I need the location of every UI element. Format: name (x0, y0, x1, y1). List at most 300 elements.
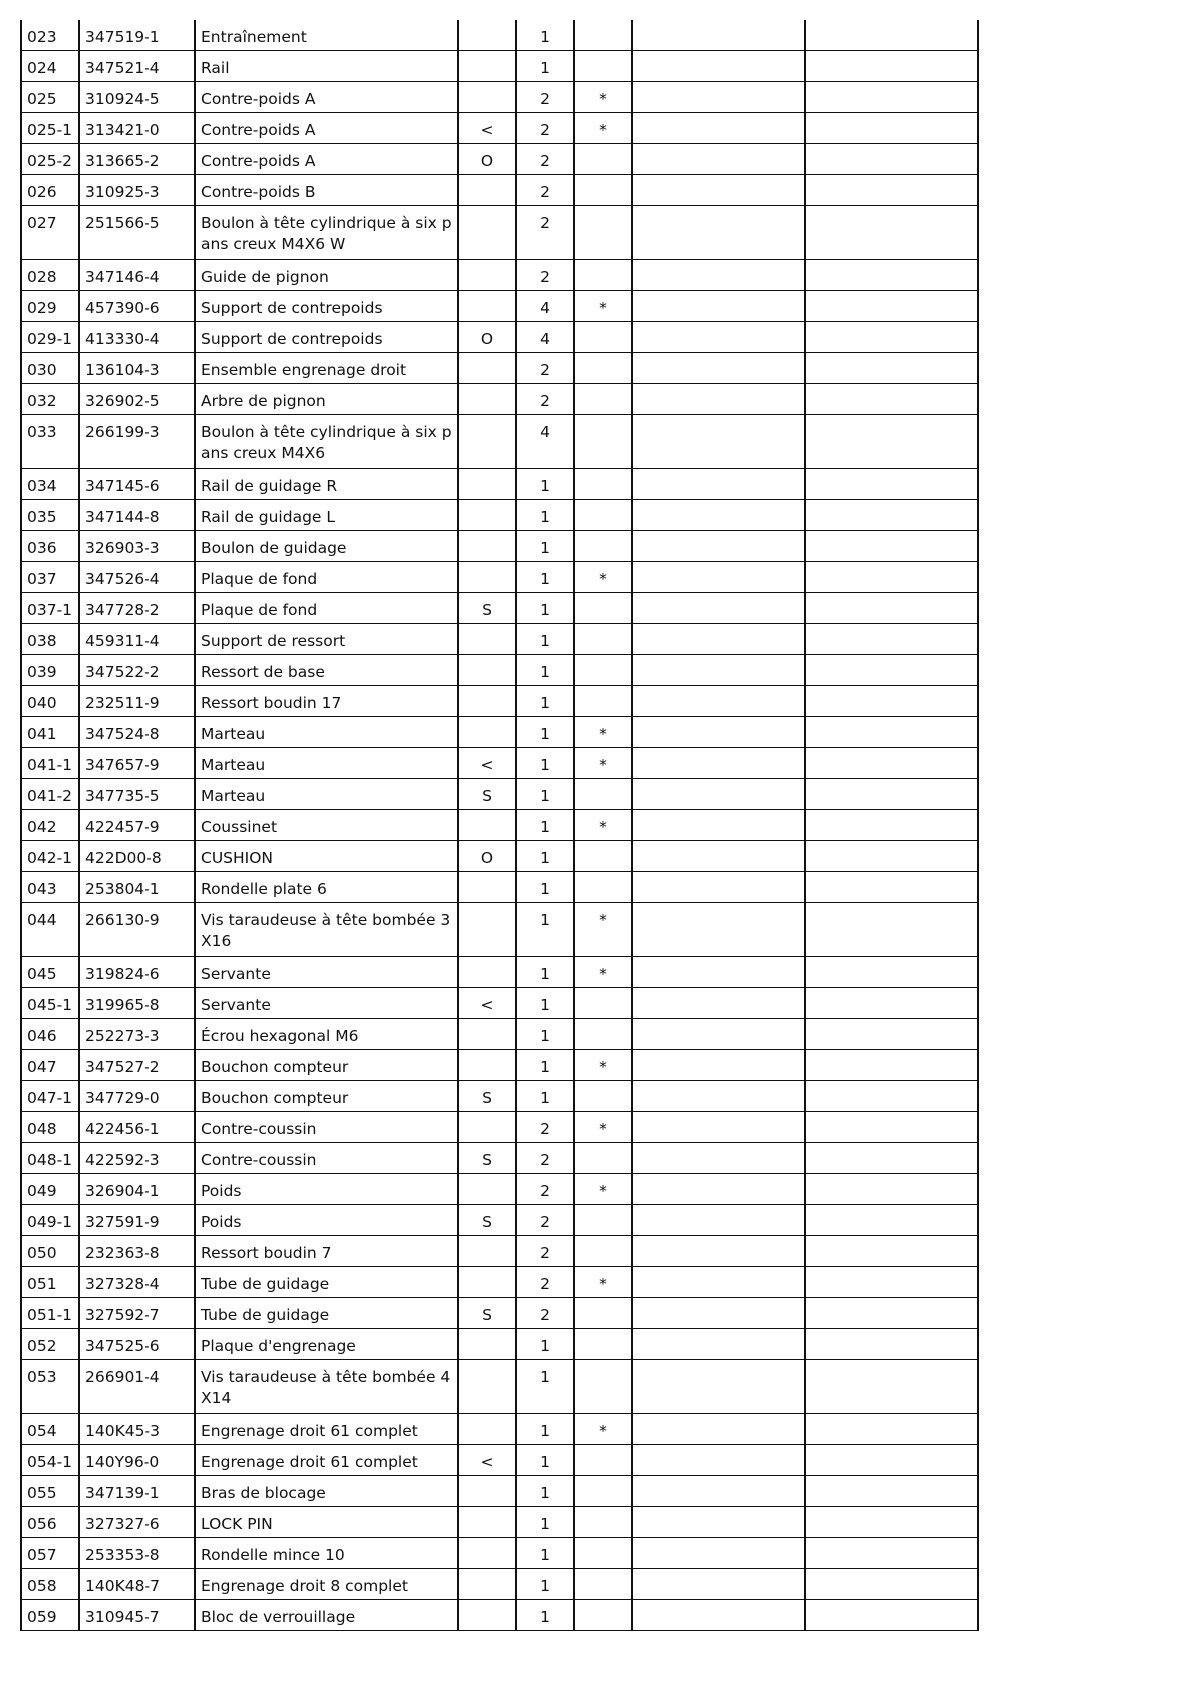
item-number-cell: 033 (21, 415, 79, 469)
table-row (21, 500, 978, 531)
item-number-cell: 040 (21, 686, 79, 717)
variant-mark-cell (458, 1476, 516, 1507)
description-cell: Support de contrepoids (195, 291, 458, 322)
quantity-cell: 1 (516, 717, 574, 748)
part-number-cell: 232363-8 (79, 1236, 195, 1267)
variant-mark-cell (458, 810, 516, 841)
blank-cell (805, 1174, 978, 1205)
variant-mark-cell (458, 1174, 516, 1205)
description-cell: Support de ressort (195, 624, 458, 655)
blank-cell (805, 1445, 978, 1476)
table-row (21, 82, 978, 113)
blank-cell (632, 1538, 805, 1569)
blank-cell (632, 841, 805, 872)
table-row (21, 1267, 978, 1298)
part-number-cell: 347525-6 (79, 1329, 195, 1360)
variant-mark-cell (458, 957, 516, 988)
part-number-cell: 253804-1 (79, 872, 195, 903)
variant-mark-cell (458, 1236, 516, 1267)
quantity-cell: 1 (516, 957, 574, 988)
quantity-cell: 4 (516, 415, 574, 469)
item-number-cell: 049-1 (21, 1205, 79, 1236)
table-row (21, 20, 978, 51)
blank-cell (805, 1050, 978, 1081)
table-row (21, 175, 978, 206)
blank-cell (805, 260, 978, 291)
blank-cell (805, 500, 978, 531)
table-row (21, 810, 978, 841)
star-flag-cell (574, 20, 632, 51)
table-row (21, 1414, 978, 1445)
star-flag-cell (574, 469, 632, 500)
blank-cell (805, 144, 978, 175)
item-number-cell: 025 (21, 82, 79, 113)
table-row (21, 903, 978, 957)
blank-cell (805, 1081, 978, 1112)
variant-mark-cell: S (458, 1298, 516, 1329)
variant-mark-cell (458, 1112, 516, 1143)
description-cell: Contre-coussin (195, 1112, 458, 1143)
variant-mark-cell (458, 1569, 516, 1600)
blank-cell (805, 113, 978, 144)
table-row (21, 531, 978, 562)
part-number-cell: 347521-4 (79, 51, 195, 82)
quantity-cell: 1 (516, 500, 574, 531)
quantity-cell: 2 (516, 1267, 574, 1298)
star-flag-cell: * (574, 1050, 632, 1081)
part-number-cell: 327327-6 (79, 1507, 195, 1538)
table-row (21, 415, 978, 469)
quantity-cell: 2 (516, 144, 574, 175)
parts-list-table (20, 20, 979, 1631)
quantity-cell: 1 (516, 593, 574, 624)
blank-cell (632, 1112, 805, 1143)
table-row (21, 206, 978, 260)
variant-mark-cell (458, 531, 516, 562)
blank-cell (632, 291, 805, 322)
blank-cell (632, 415, 805, 469)
part-number-cell: 459311-4 (79, 624, 195, 655)
blank-cell (805, 469, 978, 500)
star-flag-cell: * (574, 903, 632, 957)
quantity-cell: 1 (516, 1050, 574, 1081)
description-cell: Plaque d'engrenage (195, 1329, 458, 1360)
table-row (21, 113, 978, 144)
item-number-cell: 041 (21, 717, 79, 748)
table-row (21, 717, 978, 748)
star-flag-cell (574, 1205, 632, 1236)
blank-cell (632, 206, 805, 260)
description-cell: Servante (195, 957, 458, 988)
description-cell: CUSHION (195, 841, 458, 872)
item-number-cell: 041-1 (21, 748, 79, 779)
part-number-cell: 327328-4 (79, 1267, 195, 1298)
part-number-cell: 140K48-7 (79, 1569, 195, 1600)
part-number-cell: 319824-6 (79, 957, 195, 988)
part-number-cell: 266199-3 (79, 415, 195, 469)
blank-cell (632, 353, 805, 384)
description-cell: Rondelle plate 6 (195, 872, 458, 903)
description-cell: Tube de guidage (195, 1267, 458, 1298)
item-number-cell: 050 (21, 1236, 79, 1267)
item-number-cell: 028 (21, 260, 79, 291)
variant-mark-cell (458, 260, 516, 291)
item-number-cell: 058 (21, 1569, 79, 1600)
item-number-cell: 048-1 (21, 1143, 79, 1174)
quantity-cell: 2 (516, 206, 574, 260)
star-flag-cell (574, 384, 632, 415)
table-row (21, 260, 978, 291)
description-cell: Ressort boudin 7 (195, 1236, 458, 1267)
variant-mark-cell: S (458, 1143, 516, 1174)
blank-cell (805, 1236, 978, 1267)
blank-cell (632, 260, 805, 291)
quantity-cell: 2 (516, 82, 574, 113)
item-number-cell: 034 (21, 469, 79, 500)
description-cell: Poids (195, 1205, 458, 1236)
description-cell: Contre-coussin (195, 1143, 458, 1174)
table-row (21, 1538, 978, 1569)
blank-cell (632, 1507, 805, 1538)
part-number-cell: 347522-2 (79, 655, 195, 686)
star-flag-cell: * (574, 1414, 632, 1445)
star-flag-cell (574, 1538, 632, 1569)
blank-cell (632, 175, 805, 206)
blank-cell (805, 1329, 978, 1360)
table-row (21, 988, 978, 1019)
description-cell: Ensemble engrenage droit (195, 353, 458, 384)
item-number-cell: 054 (21, 1414, 79, 1445)
blank-cell (632, 322, 805, 353)
quantity-cell: 2 (516, 353, 574, 384)
item-number-cell: 049 (21, 1174, 79, 1205)
blank-cell (632, 686, 805, 717)
part-number-cell: 347657-9 (79, 748, 195, 779)
item-number-cell: 037 (21, 562, 79, 593)
quantity-cell: 2 (516, 260, 574, 291)
item-number-cell: 059 (21, 1600, 79, 1631)
star-flag-cell (574, 841, 632, 872)
star-flag-cell (574, 593, 632, 624)
variant-mark-cell: O (458, 322, 516, 353)
quantity-cell: 1 (516, 1445, 574, 1476)
quantity-cell: 2 (516, 1298, 574, 1329)
description-cell: Ressort boudin 17 (195, 686, 458, 717)
part-number-cell: 310945-7 (79, 1600, 195, 1631)
blank-cell (632, 1414, 805, 1445)
quantity-cell: 1 (516, 1019, 574, 1050)
blank-cell (805, 1267, 978, 1298)
part-number-cell: 313421-0 (79, 113, 195, 144)
blank-cell (805, 1143, 978, 1174)
star-flag-cell (574, 415, 632, 469)
star-flag-cell: * (574, 113, 632, 144)
star-flag-cell (574, 686, 632, 717)
blank-cell (632, 1445, 805, 1476)
part-number-cell: 422457-9 (79, 810, 195, 841)
item-number-cell: 027 (21, 206, 79, 260)
blank-cell (632, 20, 805, 51)
variant-mark-cell (458, 1019, 516, 1050)
star-flag-cell (574, 655, 632, 686)
blank-cell (632, 1298, 805, 1329)
description-cell: Marteau (195, 717, 458, 748)
quantity-cell: 1 (516, 810, 574, 841)
blank-cell (805, 562, 978, 593)
blank-cell (632, 624, 805, 655)
variant-mark-cell: < (458, 988, 516, 1019)
table-row (21, 1205, 978, 1236)
blank-cell (632, 1236, 805, 1267)
description-cell: Rail (195, 51, 458, 82)
part-number-cell: 326904-1 (79, 1174, 195, 1205)
item-number-cell: 052 (21, 1329, 79, 1360)
blank-cell (632, 384, 805, 415)
table-row (21, 1112, 978, 1143)
part-number-cell: 347728-2 (79, 593, 195, 624)
blank-cell (632, 113, 805, 144)
blank-cell (805, 655, 978, 686)
item-number-cell: 037-1 (21, 593, 79, 624)
variant-mark-cell (458, 1414, 516, 1445)
description-cell: Coussinet (195, 810, 458, 841)
variant-mark-cell (458, 51, 516, 82)
star-flag-cell (574, 500, 632, 531)
variant-mark-cell (458, 1329, 516, 1360)
table-row (21, 1445, 978, 1476)
quantity-cell: 2 (516, 1143, 574, 1174)
star-flag-cell (574, 1600, 632, 1631)
blank-cell (632, 144, 805, 175)
description-cell: Bouchon compteur (195, 1050, 458, 1081)
star-flag-cell (574, 206, 632, 260)
item-number-cell: 039 (21, 655, 79, 686)
star-flag-cell (574, 353, 632, 384)
quantity-cell: 2 (516, 384, 574, 415)
variant-mark-cell (458, 903, 516, 957)
blank-cell (632, 51, 805, 82)
part-number-cell: 413330-4 (79, 322, 195, 353)
star-flag-cell: * (574, 717, 632, 748)
blank-cell (632, 988, 805, 1019)
star-flag-cell (574, 779, 632, 810)
table-row (21, 748, 978, 779)
part-number-cell: 347146-4 (79, 260, 195, 291)
part-number-cell: 347145-6 (79, 469, 195, 500)
variant-mark-cell: < (458, 748, 516, 779)
variant-mark-cell: S (458, 1081, 516, 1112)
part-number-cell: 327592-7 (79, 1298, 195, 1329)
blank-cell (805, 593, 978, 624)
star-flag-cell: * (574, 957, 632, 988)
blank-cell (632, 1600, 805, 1631)
part-number-cell: 251566-5 (79, 206, 195, 260)
part-number-cell: 347729-0 (79, 1081, 195, 1112)
item-number-cell: 026 (21, 175, 79, 206)
blank-cell (805, 686, 978, 717)
part-number-cell: 347519-1 (79, 20, 195, 51)
quantity-cell: 1 (516, 1329, 574, 1360)
variant-mark-cell (458, 384, 516, 415)
quantity-cell: 2 (516, 1205, 574, 1236)
variant-mark-cell (458, 686, 516, 717)
variant-mark-cell: S (458, 1205, 516, 1236)
description-cell: Tube de guidage (195, 1298, 458, 1329)
star-flag-cell (574, 1081, 632, 1112)
blank-cell (805, 322, 978, 353)
part-number-cell: 140Y96-0 (79, 1445, 195, 1476)
part-number-cell: 422592-3 (79, 1143, 195, 1174)
blank-cell (632, 903, 805, 957)
variant-mark-cell (458, 500, 516, 531)
part-number-cell: 347144-8 (79, 500, 195, 531)
table-row (21, 1174, 978, 1205)
star-flag-cell (574, 1143, 632, 1174)
blank-cell (805, 717, 978, 748)
star-flag-cell (574, 1507, 632, 1538)
description-cell: Rondelle mince 10 (195, 1538, 458, 1569)
blank-cell (805, 988, 978, 1019)
table-row (21, 779, 978, 810)
star-flag-cell: * (574, 291, 632, 322)
table-row (21, 593, 978, 624)
quantity-cell: 1 (516, 903, 574, 957)
description-cell: Boulon à tête cylindrique à six pans creux M4X6 W (195, 206, 458, 260)
blank-cell (632, 82, 805, 113)
blank-cell (805, 175, 978, 206)
quantity-cell: 1 (516, 1476, 574, 1507)
part-number-cell: 347526-4 (79, 562, 195, 593)
variant-mark-cell: S (458, 779, 516, 810)
item-number-cell: 045-1 (21, 988, 79, 1019)
description-cell: Plaque de fond (195, 562, 458, 593)
part-number-cell: 326903-3 (79, 531, 195, 562)
parts-list-body (21, 20, 978, 1631)
item-number-cell: 025-1 (21, 113, 79, 144)
variant-mark-cell (458, 1050, 516, 1081)
variant-mark-cell (458, 624, 516, 655)
description-cell: Arbre de pignon (195, 384, 458, 415)
part-number-cell: 140K45-3 (79, 1414, 195, 1445)
blank-cell (805, 82, 978, 113)
description-cell: Engrenage droit 61 complet (195, 1445, 458, 1476)
item-number-cell: 051 (21, 1267, 79, 1298)
blank-cell (805, 51, 978, 82)
table-row (21, 1019, 978, 1050)
item-number-cell: 029 (21, 291, 79, 322)
table-row (21, 562, 978, 593)
star-flag-cell (574, 1476, 632, 1507)
item-number-cell: 036 (21, 531, 79, 562)
quantity-cell: 1 (516, 1507, 574, 1538)
table-row (21, 624, 978, 655)
blank-cell (805, 1112, 978, 1143)
quantity-cell: 1 (516, 748, 574, 779)
quantity-cell: 1 (516, 655, 574, 686)
star-flag-cell (574, 322, 632, 353)
item-number-cell: 030 (21, 353, 79, 384)
blank-cell (632, 748, 805, 779)
variant-mark-cell (458, 1360, 516, 1414)
item-number-cell: 043 (21, 872, 79, 903)
blank-cell (632, 957, 805, 988)
quantity-cell: 1 (516, 686, 574, 717)
blank-cell (632, 469, 805, 500)
variant-mark-cell (458, 291, 516, 322)
quantity-cell: 1 (516, 779, 574, 810)
star-flag-cell (574, 872, 632, 903)
blank-cell (632, 1019, 805, 1050)
star-flag-cell (574, 260, 632, 291)
star-flag-cell: * (574, 1174, 632, 1205)
item-number-cell: 048 (21, 1112, 79, 1143)
item-number-cell: 047 (21, 1050, 79, 1081)
description-cell: Servante (195, 988, 458, 1019)
part-number-cell: 266130-9 (79, 903, 195, 957)
description-cell: Plaque de fond (195, 593, 458, 624)
description-cell: Marteau (195, 748, 458, 779)
blank-cell (632, 1267, 805, 1298)
table-row (21, 1476, 978, 1507)
item-number-cell: 042 (21, 810, 79, 841)
description-cell: Boulon à tête cylindrique à six pans creux M4X6 (195, 415, 458, 469)
part-number-cell: 313665-2 (79, 144, 195, 175)
item-number-cell: 042-1 (21, 841, 79, 872)
variant-mark-cell: < (458, 113, 516, 144)
part-number-cell: 310925-3 (79, 175, 195, 206)
part-number-cell: 253353-8 (79, 1538, 195, 1569)
blank-cell (805, 1507, 978, 1538)
description-cell: Poids (195, 1174, 458, 1205)
quantity-cell: 1 (516, 841, 574, 872)
quantity-cell: 1 (516, 624, 574, 655)
blank-cell (632, 1174, 805, 1205)
part-number-cell: 252273-3 (79, 1019, 195, 1050)
part-number-cell: 232511-9 (79, 686, 195, 717)
description-cell: Contre-poids A (195, 82, 458, 113)
quantity-cell: 1 (516, 1414, 574, 1445)
blank-cell (805, 384, 978, 415)
table-row (21, 1081, 978, 1112)
blank-cell (632, 1360, 805, 1414)
description-cell: Écrou hexagonal M6 (195, 1019, 458, 1050)
table-row (21, 469, 978, 500)
blank-cell (805, 1538, 978, 1569)
item-number-cell: 051-1 (21, 1298, 79, 1329)
table-row (21, 1236, 978, 1267)
description-cell: Bloc de verrouillage (195, 1600, 458, 1631)
blank-cell (632, 1050, 805, 1081)
part-number-cell: 457390-6 (79, 291, 195, 322)
star-flag-cell (574, 175, 632, 206)
blank-cell (805, 748, 978, 779)
description-cell: Bras de blocage (195, 1476, 458, 1507)
item-number-cell: 056 (21, 1507, 79, 1538)
star-flag-cell: * (574, 1267, 632, 1298)
part-number-cell: 347139-1 (79, 1476, 195, 1507)
quantity-cell: 1 (516, 562, 574, 593)
item-number-cell: 038 (21, 624, 79, 655)
blank-cell (805, 1205, 978, 1236)
blank-cell (805, 415, 978, 469)
star-flag-cell (574, 144, 632, 175)
description-cell: Contre-poids A (195, 144, 458, 175)
star-flag-cell (574, 988, 632, 1019)
star-flag-cell (574, 1019, 632, 1050)
part-number-cell: 422D00-8 (79, 841, 195, 872)
variant-mark-cell (458, 175, 516, 206)
blank-cell (632, 1329, 805, 1360)
